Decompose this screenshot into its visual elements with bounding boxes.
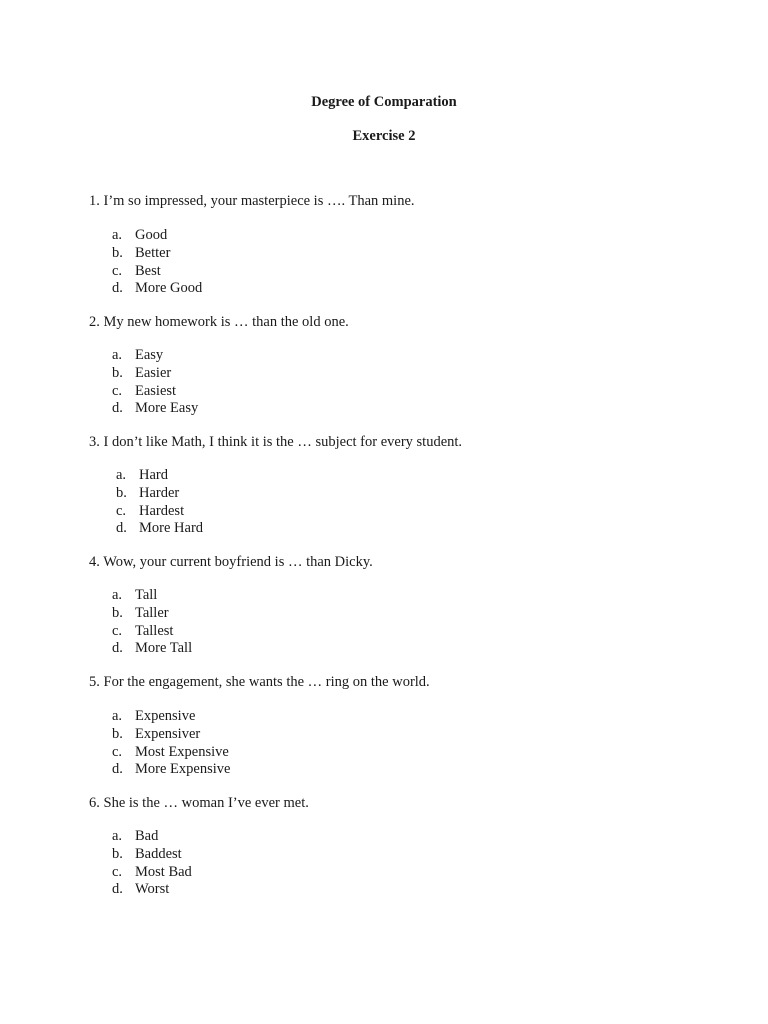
document-title: Degree of Comparation bbox=[311, 94, 457, 110]
option-text: Hardest bbox=[139, 502, 185, 519]
option-6a bbox=[112, 828, 192, 846]
option-letter: d. bbox=[112, 400, 123, 417]
question-5-options bbox=[112, 708, 230, 779]
option-text: Expensiver bbox=[135, 725, 201, 742]
option-5a bbox=[112, 708, 230, 726]
option-3c bbox=[116, 503, 203, 521]
option-text: Harder bbox=[139, 484, 180, 501]
option-letter: c. bbox=[116, 502, 127, 519]
option-letter: c. bbox=[112, 262, 123, 279]
option-letter: b. bbox=[112, 244, 123, 261]
option-letter: a. bbox=[112, 347, 123, 363]
option-text: More Tall bbox=[135, 640, 193, 657]
option-6b bbox=[112, 846, 192, 864]
option-text: Better bbox=[135, 244, 171, 261]
option-letter: d. bbox=[112, 881, 123, 898]
option-4b bbox=[112, 605, 192, 623]
option-2d bbox=[112, 400, 198, 418]
option-text: Most Bad bbox=[135, 863, 192, 880]
option-text: Most Expensive bbox=[135, 743, 229, 760]
option-3a bbox=[116, 467, 203, 485]
option-text: Hard bbox=[139, 467, 168, 483]
option-text: More Easy bbox=[135, 400, 199, 417]
option-text: Tall bbox=[135, 587, 158, 603]
option-letter: c. bbox=[112, 863, 123, 880]
option-text: Good bbox=[135, 227, 168, 243]
option-1d bbox=[112, 280, 202, 298]
question-3-options bbox=[116, 467, 203, 538]
option-letter: c. bbox=[112, 622, 123, 639]
option-2b bbox=[112, 365, 198, 383]
option-letter: c. bbox=[112, 743, 123, 760]
document-subtitle: Exercise 2 bbox=[352, 128, 416, 144]
option-1a bbox=[112, 227, 202, 245]
option-text: Easier bbox=[135, 364, 172, 381]
option-letter: a. bbox=[112, 227, 123, 243]
option-letter: b. bbox=[116, 484, 127, 501]
option-text: Baddest bbox=[135, 845, 182, 862]
option-letter: c. bbox=[112, 382, 123, 399]
question-5: 5. For the engagement, she wants the … ring on the world. bbox=[89, 674, 430, 690]
option-letter: a. bbox=[112, 828, 123, 844]
option-text: Best bbox=[135, 262, 161, 279]
option-text: More Expensive bbox=[135, 761, 231, 778]
option-4d bbox=[112, 640, 192, 658]
option-letter: b. bbox=[112, 364, 123, 381]
option-text: More Good bbox=[135, 280, 203, 297]
option-5c bbox=[112, 744, 230, 762]
option-4a bbox=[112, 587, 192, 605]
question-3: 3. I don’t like Math, I think it is the … subject for every student. bbox=[89, 434, 463, 450]
option-2c bbox=[112, 383, 198, 401]
option-text: Easiest bbox=[135, 382, 177, 399]
option-2a bbox=[112, 347, 198, 365]
option-letter: a. bbox=[112, 587, 123, 603]
option-letter: b. bbox=[112, 845, 123, 862]
option-letter: d. bbox=[112, 761, 123, 778]
question-1-options bbox=[112, 227, 202, 298]
option-text: Taller bbox=[135, 604, 169, 621]
option-letter: d. bbox=[116, 520, 127, 537]
option-letter: b. bbox=[112, 604, 123, 621]
option-text: Easy bbox=[135, 347, 164, 363]
question-6: 6. She is the … woman I’ve ever met. bbox=[89, 795, 309, 811]
option-letter: a. bbox=[116, 467, 127, 483]
option-6d bbox=[112, 881, 192, 899]
question-6-options bbox=[112, 828, 192, 899]
option-letter: d. bbox=[112, 640, 123, 657]
option-letter: d. bbox=[112, 280, 123, 297]
option-1b bbox=[112, 245, 202, 263]
option-text: Bad bbox=[135, 828, 159, 844]
question-4-options bbox=[112, 587, 192, 658]
option-text: Expensive bbox=[135, 708, 196, 724]
question-2-options bbox=[112, 347, 198, 418]
question-4: 4. Wow, your current boyfriend is … than Dicky. bbox=[89, 554, 373, 570]
option-text: More Hard bbox=[139, 520, 204, 537]
option-6c bbox=[112, 864, 192, 882]
option-5d bbox=[112, 761, 230, 779]
option-3b bbox=[116, 485, 203, 503]
option-5b bbox=[112, 726, 230, 744]
option-4c bbox=[112, 623, 192, 641]
option-letter: a. bbox=[112, 708, 123, 724]
option-text: Worst bbox=[135, 881, 170, 898]
question-1: 1. I’m so impressed, your masterpiece is …. Than mine. bbox=[89, 193, 415, 209]
option-1c bbox=[112, 263, 202, 281]
option-text: Tallest bbox=[135, 622, 174, 639]
question-2: 2. My new homework is … than the old one. bbox=[89, 314, 349, 330]
option-letter: b. bbox=[112, 725, 123, 742]
option-3d bbox=[116, 520, 203, 538]
